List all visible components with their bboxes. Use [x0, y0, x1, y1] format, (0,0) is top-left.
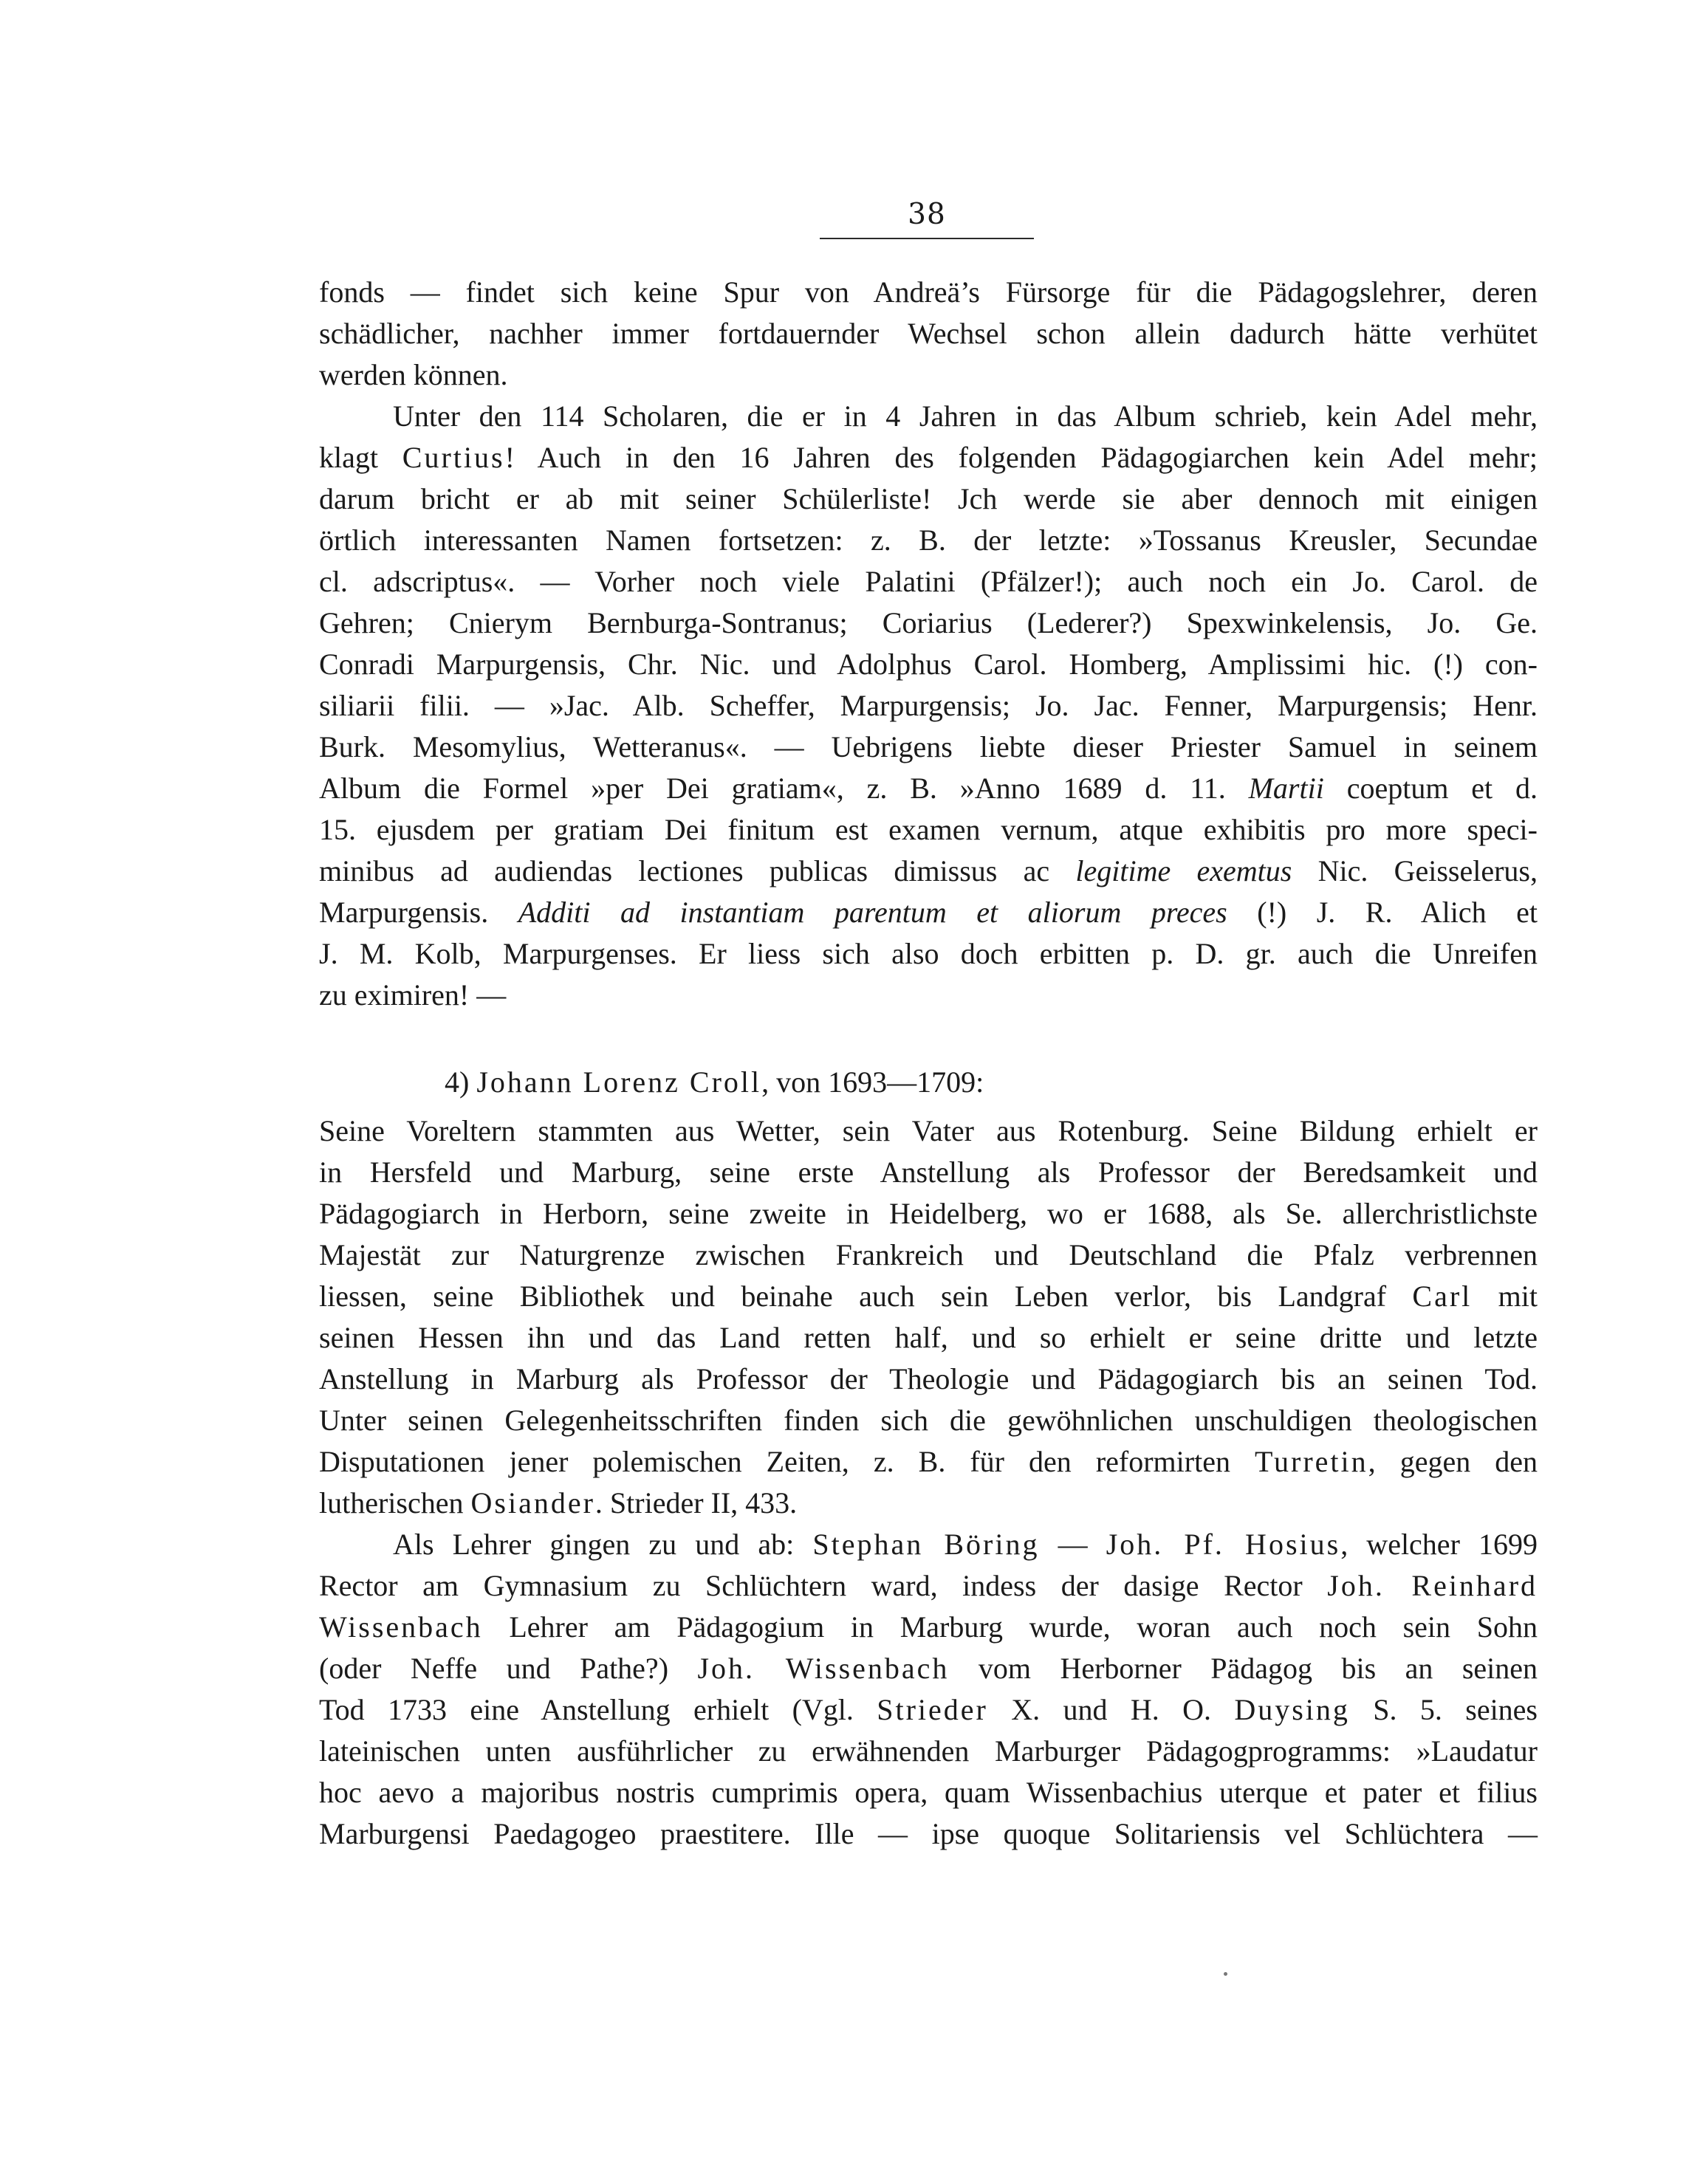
italic-text: Additi ad instantiam parentum et aliorum preces — [518, 896, 1227, 929]
text-line — [319, 1689, 1538, 1731]
text-line — [319, 1524, 1538, 1565]
spaced-name: Joh. Wissenbach — [697, 1652, 950, 1685]
text-run: , gegen den — [1368, 1445, 1538, 1478]
spaced-name: Duysing — [1234, 1693, 1350, 1726]
text-run: Gehren; Cnierym Bernburga-Sontranus; Coriarius (Lederer?) Spexwinkelensis, Jo. Ge. — [319, 606, 1538, 639]
text-line — [319, 1483, 1538, 1524]
text-line — [319, 561, 1538, 602]
heading-name: Johann Lorenz Croll — [476, 1065, 762, 1099]
paragraph-2 — [319, 396, 1538, 1016]
text-run: Als Lehrer gingen zu und ab: — [393, 1528, 813, 1561]
text-line — [319, 1359, 1538, 1400]
text-line — [319, 354, 1538, 396]
text-run: . Strieder II, 433. — [594, 1486, 798, 1519]
text-run: fonds — findet sich keine Spur von Andreä’s Fürsorge für die Pädagogslehrer, deren — [319, 275, 1538, 309]
text-run: Lehrer am Pädagogium in Marburg wurde, woran auch noch sein Sohn — [482, 1610, 1538, 1644]
text-line — [319, 478, 1538, 520]
heading-dates: , von 1693—1709: — [761, 1065, 984, 1099]
text-line — [319, 975, 1538, 1016]
text-run: hoc aevo a majoribus nostris cumprimis opera, quam Wissenbachius uterque et pater et filius — [319, 1776, 1538, 1809]
text-run: (!) J. R. Alich et — [1227, 896, 1538, 929]
section-gap — [319, 1016, 1538, 1062]
text-run: 15. ejusdem per gratiam Dei finitum est examen vernum, atque exhibitis pro more speci- — [319, 813, 1538, 846]
text-run: Majestät zur Naturgrenze zwischen Frankreich und Deutschland die Pfalz verbrennen — [319, 1238, 1538, 1271]
text-line — [319, 1648, 1538, 1689]
text-line — [319, 768, 1538, 809]
text-line — [319, 1731, 1538, 1772]
text-run: cl. adscriptus«. — Vorher noch viele Palatini (Pfälzer!); auch noch ein Jo. Carol. de — [319, 565, 1538, 598]
text-line — [319, 1813, 1538, 1855]
spaced-name: Turretin — [1255, 1445, 1368, 1478]
text-run: Unter den 114 Scholaren, die er in 4 Jahren in das Album schrieb, kein Adel mehr, — [393, 399, 1538, 433]
text-run: , welcher 1699 — [1340, 1528, 1538, 1561]
text-line — [319, 851, 1538, 892]
body-text — [319, 272, 1538, 1855]
text-run: zu eximiren! — — [319, 978, 507, 1012]
scan-speck — [1224, 1972, 1227, 1976]
text-run: schädlicher, nachher immer fortdauernder Wechsel schon allein dadurch hätte verhütet — [319, 317, 1538, 350]
spaced-name: Joh. Reinhard — [1327, 1569, 1538, 1602]
text-line — [319, 1607, 1538, 1648]
text-run: liessen, seine Bibliothek und beinahe auch sein Leben verlor, bis Landgraf — [319, 1280, 1413, 1313]
text-line — [319, 1400, 1538, 1441]
text-line — [319, 933, 1538, 975]
text-line — [319, 1565, 1538, 1607]
text-line — [319, 809, 1538, 851]
text-run: vom Herborner Pädagog bis an seinen — [949, 1652, 1538, 1685]
text-run: S. 5. seines — [1349, 1693, 1538, 1726]
header-rule — [820, 238, 1034, 239]
text-run: Conradi Marpurgensis, Chr. Nic. und Adolphus Carol. Homberg, Amplissimi hic. (!) con- — [319, 648, 1538, 681]
text-line — [319, 727, 1538, 768]
text-run: seinen Hessen ihn und das Land retten half, und so erhielt er seine dritte und letzte — [319, 1321, 1538, 1354]
paragraph-3 — [319, 1110, 1538, 1524]
text-line — [319, 1441, 1538, 1483]
text-line — [319, 644, 1538, 685]
text-run: Nic. Geisselerus, — [1292, 854, 1538, 887]
text-line — [319, 1193, 1538, 1234]
text-run: Rector am Gymnasium zu Schlüchtern ward, indess der dasige Rector — [319, 1569, 1328, 1602]
italic-text: legitime exemtus — [1075, 854, 1292, 887]
text-line — [319, 685, 1538, 727]
text-line — [319, 1234, 1538, 1276]
spaced-name: Wissenbach — [319, 1610, 483, 1644]
text-line — [319, 1772, 1538, 1813]
section-heading — [319, 1062, 1538, 1103]
text-run: minibus ad audiendas lectiones publicas dimissus ac — [319, 854, 1076, 887]
text-line — [319, 1276, 1538, 1317]
text-run: Seine Voreltern stammten aus Wetter, sein Vater aus Rotenburg. Seine Bildung erhielt er — [319, 1114, 1538, 1147]
italic-text: Martii — [1248, 772, 1324, 805]
text-line — [319, 1110, 1538, 1152]
text-run: — — [1039, 1528, 1106, 1561]
text-line — [319, 892, 1538, 933]
text-run: J. M. Kolb, Marpurgenses. Er liess sich also doch erbitten p. D. gr. auch die Unreifen — [319, 937, 1538, 970]
spaced-name: Strieder — [877, 1693, 988, 1726]
text-run: Disputationen jener polemischen Zeiten, z. B. für den reformirten — [319, 1445, 1255, 1478]
text-run: ! Auch in den 16 Jahren des folgenden Pädagogiarchen kein Adel mehr; — [504, 441, 1538, 474]
text-run: coeptum et d. — [1323, 772, 1538, 805]
spaced-name: Stephan Böring — [812, 1528, 1040, 1561]
text-run: Tod 1733 eine Anstellung erhielt (Vgl. — [319, 1693, 877, 1726]
text-run: örtlich interessanten Namen fortsetzen: z. B. der letzte: »Tossanus Kreusler, Secundae — [319, 523, 1538, 557]
text-run: in Hersfeld und Marburg, seine erste Anstellung als Professor der Beredsamkeit und — [319, 1155, 1538, 1189]
spaced-name: Joh. Pf. Hosius — [1106, 1528, 1341, 1561]
text-run: siliarii filii. — »Jac. Alb. Scheffer, Marpurgensis; Jo. Jac. Fenner, Marpurgensis; Henr. — [319, 689, 1538, 722]
text-run: Unter seinen Gelegenheitsschriften finden sich die gewöhnlichen unschuldigen theologischen — [319, 1404, 1538, 1437]
text-run: Pädagogiarch in Herborn, seine zweite in Heidelberg, wo er 1688, als Se. allerchristlichste — [319, 1197, 1538, 1230]
heading-number: 4) — [445, 1065, 477, 1099]
text-run: Marburgensi Paedagogeo praestitere. Ille — ipse quoque Solitariensis vel Schlüchtera — — [319, 1817, 1538, 1850]
spaced-name: Osiander — [470, 1486, 595, 1519]
text-line — [319, 1152, 1538, 1193]
text-line — [319, 396, 1538, 437]
spaced-name: Curtius — [402, 441, 505, 474]
text-run: lutherischen — [319, 1486, 471, 1519]
spaced-name: Carl — [1412, 1280, 1473, 1313]
text-line — [319, 272, 1538, 313]
text-run: klagt — [319, 441, 402, 474]
text-run: Anstellung in Marburg als Professor der Theologie und Pädagogiarch bis an seinen Tod. — [319, 1362, 1538, 1395]
text-line — [319, 602, 1538, 644]
text-line — [319, 437, 1538, 478]
text-run: (oder Neffe und Pathe?) — [319, 1652, 698, 1685]
page-number: 38 — [908, 198, 946, 231]
text-line — [319, 313, 1538, 354]
text-line — [319, 520, 1538, 561]
text-line — [319, 1317, 1538, 1359]
text-run: mit — [1472, 1280, 1538, 1313]
text-run: Album die Formel »per Dei gratiam«, z. B. »Anno 1689 d. 11. — [319, 772, 1249, 805]
text-run: Burk. Mesomylius, Wetteranus«. — Uebrigens liebte dieser Priester Samuel in seinem — [319, 730, 1538, 763]
text-run: werden können. — [319, 358, 508, 391]
text-run: X. und H. O. — [987, 1693, 1235, 1726]
paragraph-4 — [319, 1524, 1538, 1855]
paragraph-1 — [319, 272, 1538, 396]
text-run: Marpurgensis. — [319, 896, 518, 929]
text-run: lateinischen unten ausführlicher zu erwähnenden Marburger Pädagogprogramms: »Laudatur — [319, 1734, 1538, 1768]
text-run: darum bricht er ab mit seiner Schülerliste! Jch werde sie aber dennoch mit einigen — [319, 482, 1538, 515]
